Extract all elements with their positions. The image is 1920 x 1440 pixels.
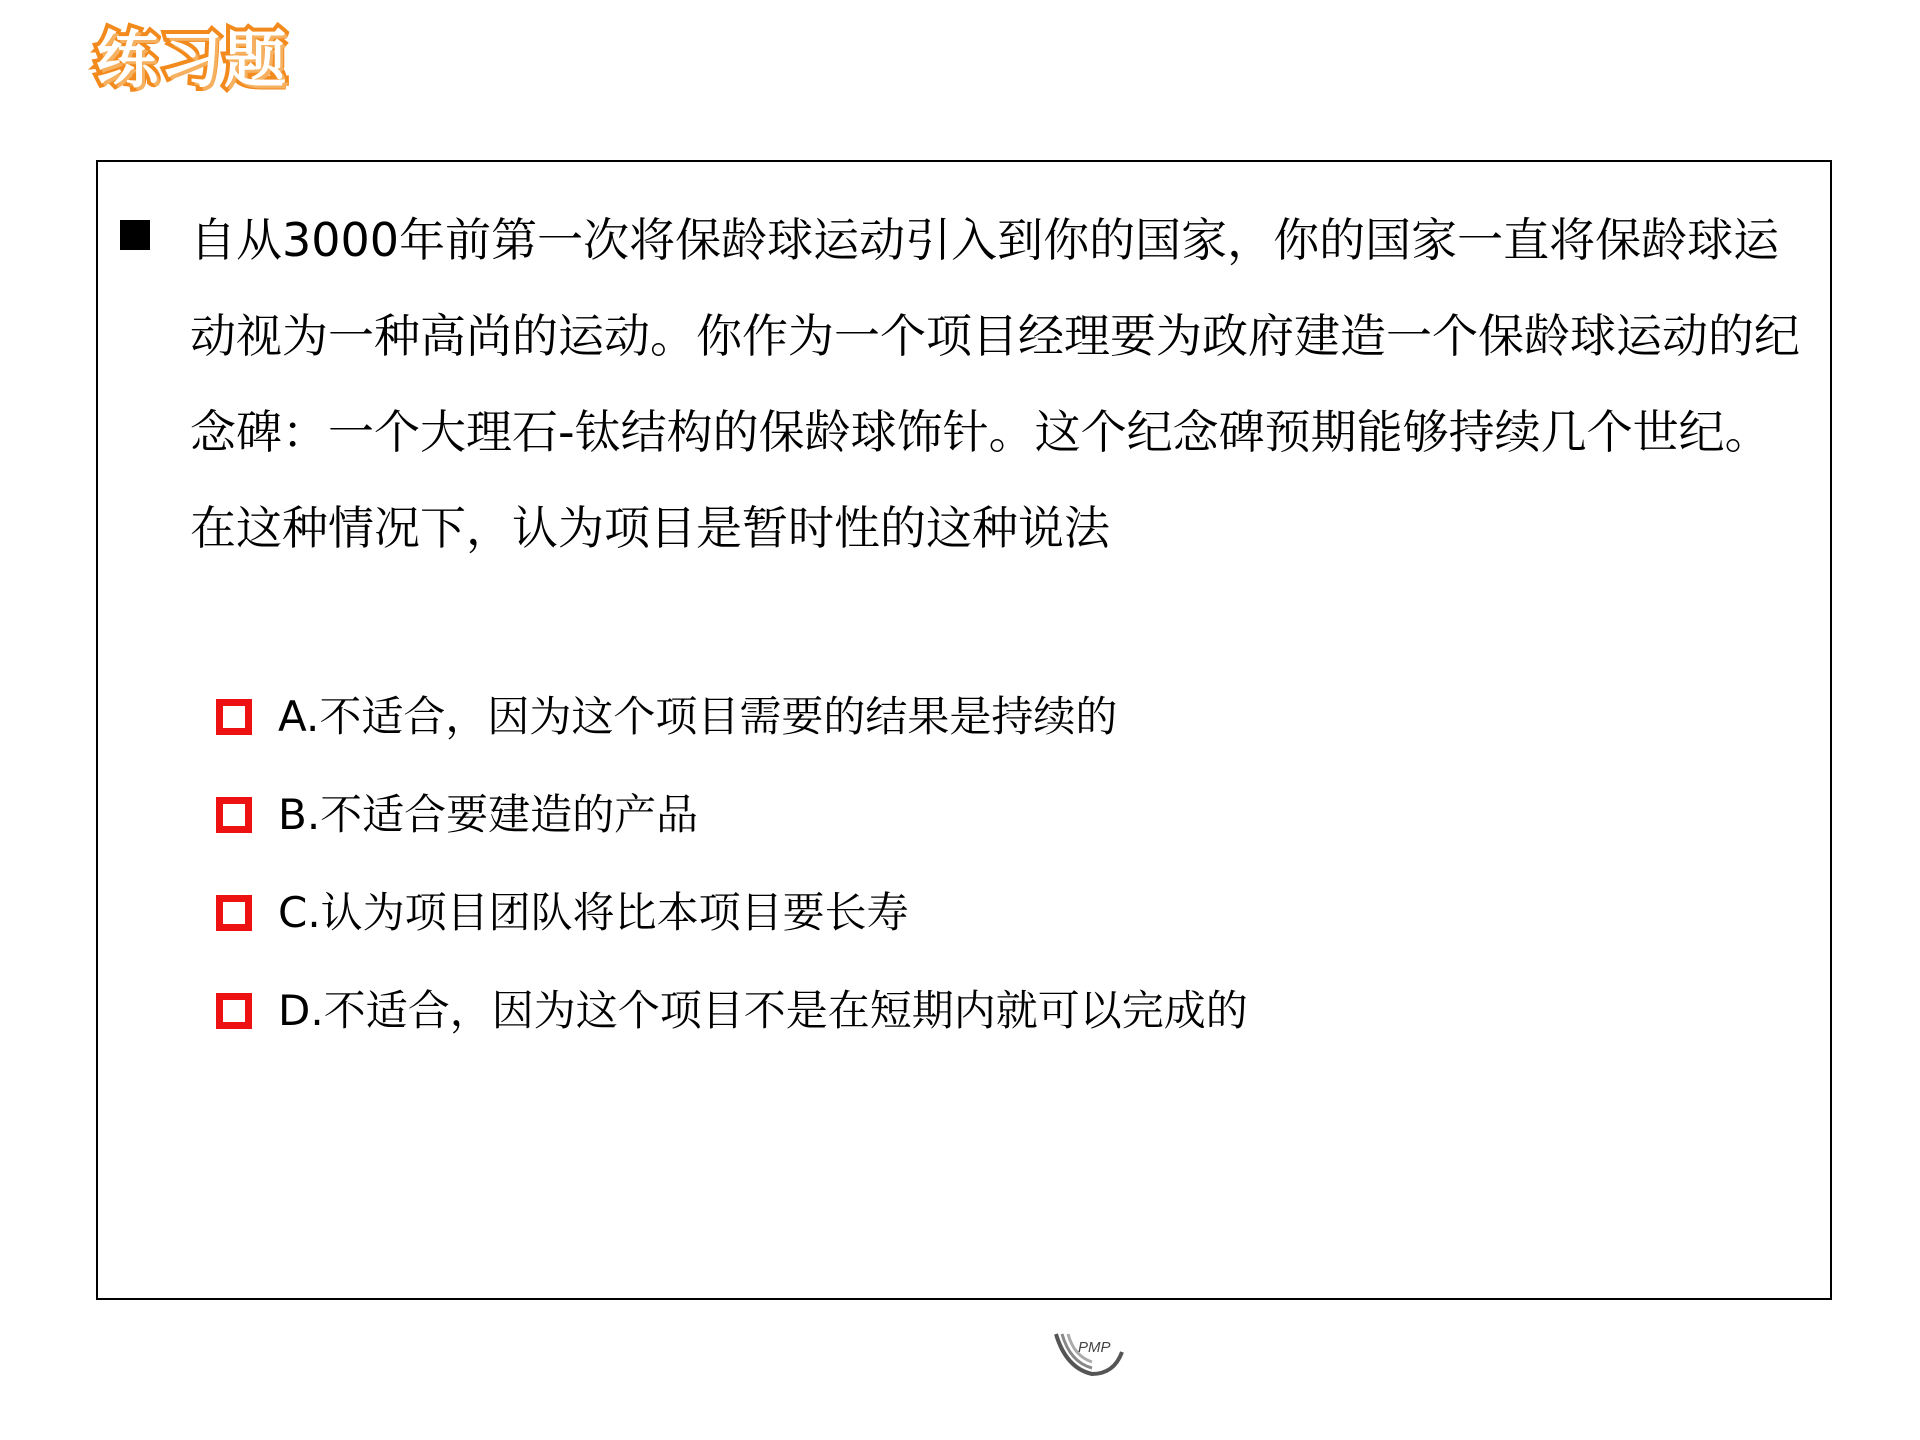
option-label: A.不适合，因为这个项目需要的结果是持续的 — [278, 692, 1118, 741]
pmp-logo-icon — [1052, 1328, 1126, 1378]
question-text: 自从3000年前第一次将保龄球运动引入到你的国家，你的国家一直将保龄球运动视为一种高尚的运动。你作为一个项目经理要为政府建造一个保龄球运动的纪念碑：一个大理石-钛结构的保龄球饰针。这个纪念碑预期能够持续几个世纪。在这种情况下，认为项目是暂时性的这种说法 — [190, 213, 1800, 555]
checkbox-icon[interactable] — [216, 895, 252, 931]
checkbox-icon[interactable] — [216, 797, 252, 833]
option-a[interactable] — [216, 668, 1776, 766]
option-c[interactable] — [216, 864, 1776, 962]
option-label: C.认为项目团队将比本项目要长寿 — [278, 888, 909, 937]
checkbox-icon[interactable] — [216, 699, 252, 735]
square-bullet-icon — [120, 220, 150, 250]
checkbox-icon[interactable] — [216, 993, 252, 1029]
answer-options — [216, 668, 1776, 1060]
option-d[interactable] — [216, 962, 1776, 1060]
slide-title: 练习题 — [96, 23, 289, 96]
option-label: D.不适合，因为这个项目不是在短期内就可以完成的 — [278, 986, 1248, 1035]
option-label: B.不适合要建造的产品 — [278, 790, 699, 839]
option-b[interactable] — [216, 766, 1776, 864]
pmp-logo-text: PMP — [1078, 1339, 1111, 1356]
